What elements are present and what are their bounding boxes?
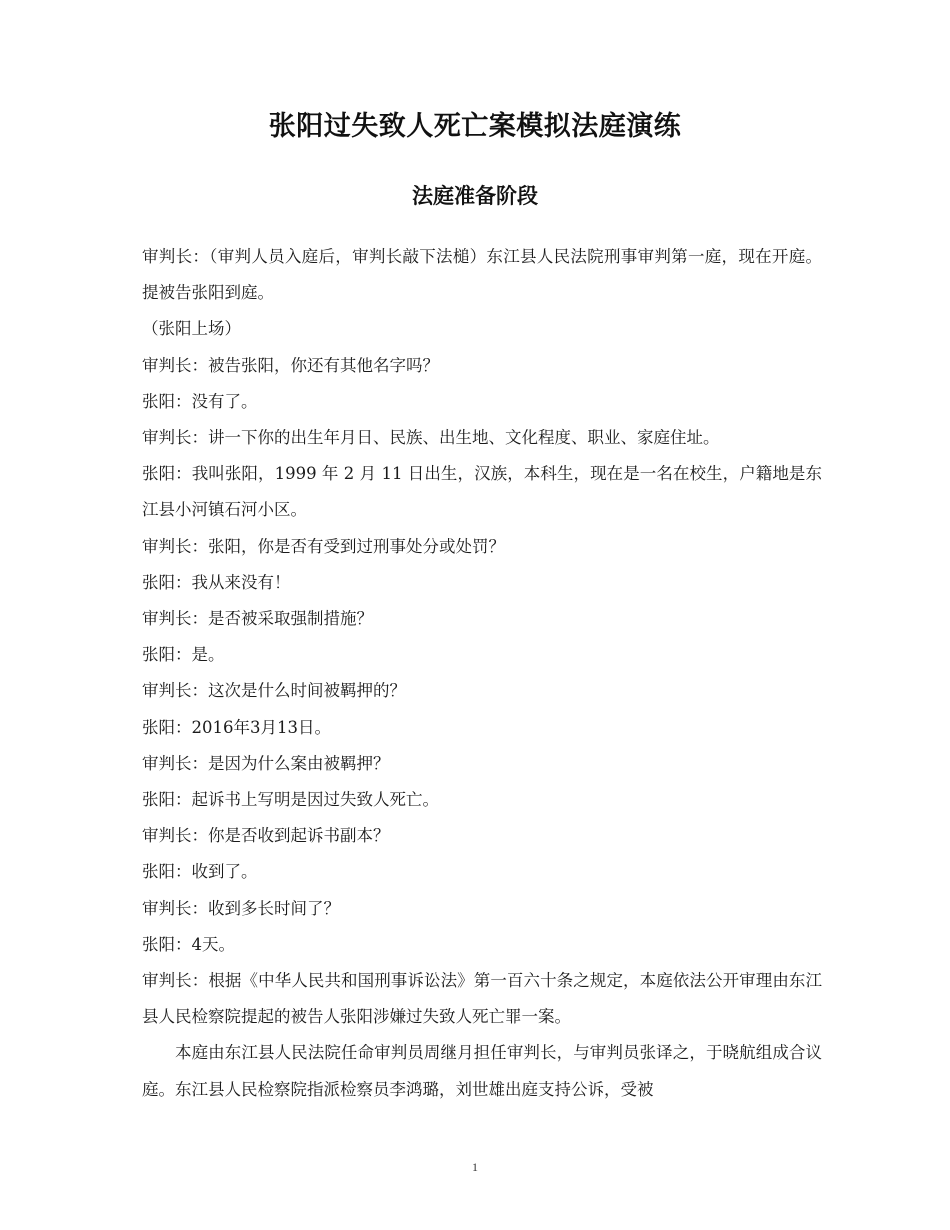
section-heading: 法庭准备阶段 — [412, 184, 538, 208]
document-body — [142, 239, 822, 1108]
paragraph: 审判长：这次是什么时间被羁押的？ — [142, 681, 406, 701]
paragraph: 张阳：没有了。 — [142, 391, 258, 411]
paragraph: 张阳：我叫张阳，1999 年 2 月 11 日出生，汉族，本科生，现在是一名在校生，户籍地是东江县小河镇石河小区。 — [142, 464, 822, 520]
paragraph: 审判长：是因为什么案由被羁押？ — [142, 753, 390, 773]
paragraph: 审判长：讲一下你的出生年月日、民族、出生地、文化程度、职业、家庭住址。 — [142, 428, 720, 448]
page-number: 1 — [472, 1160, 478, 1174]
paragraph: 审判长：（审判人员入庭后，审判长敲下法槌）东江县人民法院刑事审判第一庭，现在开庭。提被告张阳到庭。 — [142, 247, 822, 303]
paragraph: （张阳上场） — [142, 319, 241, 339]
paragraph: 审判长：张阳，你是否有受到过刑事处分或处罚？ — [142, 536, 505, 556]
paragraph: 审判长：是否被采取强制措施？ — [142, 609, 373, 629]
paragraph: 本庭由东江县人民法院任命审判员周继月担任审判长，与审判员张译之，于晓航组成合议庭。东江县人民检察院指派检察员李鸿璐，刘世雄出庭支持公诉，受被 — [142, 1043, 822, 1099]
paragraph: 审判长：根据《中华人民共和国刑事诉讼法》第一百六十条之规定，本庭依法公开审理由东江县人民检察院提起的被告人张阳涉嫌过失致人死亡罪一案。 — [142, 971, 822, 1027]
paragraph: 审判长：你是否收到起诉书副本？ — [142, 826, 390, 846]
paragraph: 张阳：4天。 — [142, 934, 235, 954]
paragraph: 张阳：是。 — [142, 645, 225, 665]
paragraph: 审判长：收到多长时间了？ — [142, 898, 340, 918]
paragraph: 审判长：被告张阳，你还有其他名字吗？ — [142, 355, 439, 375]
paragraph: 张阳：起诉书上写明是因过失致人死亡。 — [142, 790, 439, 810]
paragraph: 张阳：我从来没有！ — [142, 572, 291, 592]
paragraph: 张阳：2016年3月13日。 — [142, 717, 331, 737]
paragraph: 张阳：收到了。 — [142, 862, 258, 882]
document-title: 张阳过失致人死亡案模拟法庭演练 — [268, 111, 682, 142]
